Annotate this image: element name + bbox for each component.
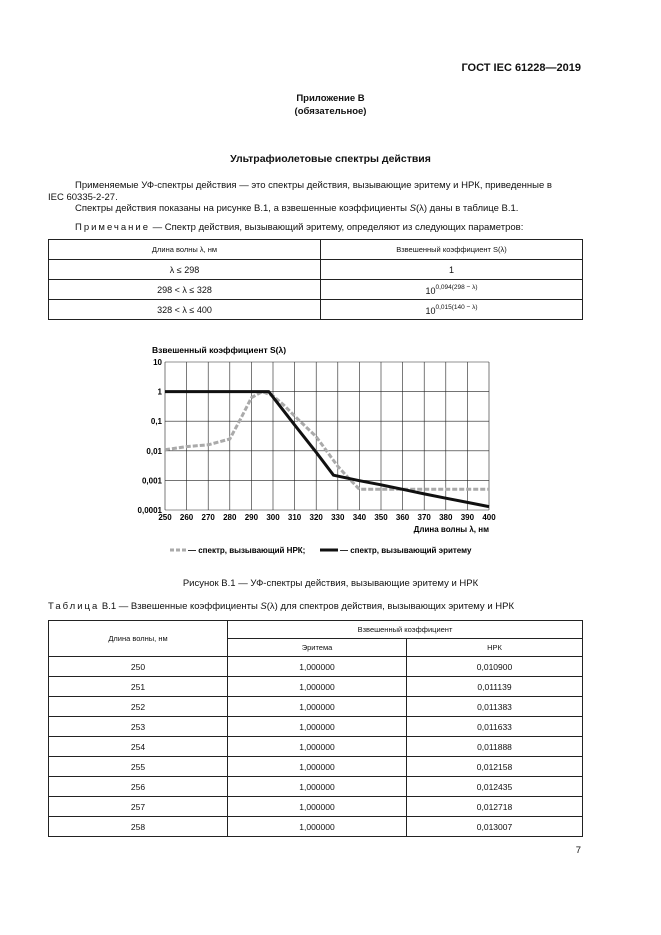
x-tick-label: 380 (439, 513, 453, 522)
figure-caption: Рисунок В.1 — УФ-спектры действия, вызывающие эритему и НРК (182, 578, 479, 589)
x-tick-label: 280 (223, 513, 237, 522)
param-header-wavelength: Длина волны λ, нм (49, 240, 321, 260)
chart-series (165, 392, 489, 507)
x-tick-label: 400 (482, 513, 496, 522)
table-row (49, 677, 583, 697)
annex-subtitle: (обязательное) (294, 106, 367, 117)
section-title: Ультрафиолетовые спектры действия (230, 153, 431, 165)
x-tick-label: 320 (309, 513, 323, 522)
cell-erythema: 1,000000 (228, 737, 407, 757)
cell-nrk: 0,010900 (407, 657, 583, 677)
series-nrk-line (165, 392, 489, 490)
table-row (49, 817, 583, 837)
x-tick-label: 330 (331, 513, 345, 522)
action-spectra-chart (137, 340, 510, 560)
cell-nrk: 0,012718 (407, 797, 583, 817)
legend-erythema: — спектр, вызывающий эритему (340, 546, 472, 555)
x-tick-label: 390 (460, 513, 475, 522)
x-tick-label: 370 (417, 513, 431, 522)
intro-line-2: IEC 60335-2-27. (48, 192, 118, 203)
cell-wavelength: 250 (49, 657, 228, 677)
table-row (49, 737, 583, 757)
cell-erythema: 1,000000 (228, 697, 407, 717)
table-row (49, 657, 583, 677)
x-tick-label: 270 (201, 513, 215, 522)
y-tick-label: 0,001 (141, 476, 162, 486)
chart-grid (165, 362, 489, 510)
table-row: λ ≤ 298 1 (49, 260, 583, 280)
page-number: 7 (575, 845, 581, 856)
chart-title: Взвешенный коэффициент S(λ) (152, 345, 287, 355)
intro-line-3: Спектры действия показаны на рисунке В.1, а взвешенные коэффициенты S(λ) даны в таблице В.1. (75, 203, 519, 214)
y-tick-label: 1 (157, 387, 162, 397)
table-row (49, 797, 583, 817)
x-tick-label: 250 (158, 513, 172, 522)
cell-nrk: 0,011633 (407, 717, 583, 737)
legend-nrk: — спектр, вызывающий НРК; (188, 546, 306, 555)
standard-header: ГОСТ IEC 61228—2019 (461, 62, 581, 74)
x-tick-label: 300 (266, 513, 280, 522)
cell-erythema: 1,000000 (228, 797, 407, 817)
table-row (49, 757, 583, 777)
parameter-table (48, 239, 583, 320)
cell-wavelength: 252 (49, 697, 228, 717)
cell-erythema: 1,000000 (228, 777, 407, 797)
cell-nrk: 0,011888 (407, 737, 583, 757)
header-nrk: НРК (407, 639, 583, 657)
cell-wavelength: 255 (49, 757, 228, 777)
cell-nrk: 0,011383 (407, 697, 583, 717)
cell-erythema: 1,000000 (228, 757, 407, 777)
x-tick-label: 360 (395, 513, 410, 522)
x-tick-label: 290 (244, 513, 259, 522)
y-tick-label: 0,0001 (137, 506, 162, 515)
x-tick-label: 350 (374, 513, 388, 522)
cell-wavelength: 258 (49, 817, 228, 837)
cell-nrk: 0,011139 (407, 677, 583, 697)
cell-erythema: 1,000000 (228, 677, 407, 697)
x-tick-label: 260 (179, 513, 194, 522)
cell-wavelength: 256 (49, 777, 228, 797)
param-header-coefficient: Взвешенный коэффициент S(λ) (321, 240, 583, 260)
y-tick-label: 10 (153, 358, 162, 367)
cell-wavelength: 251 (49, 677, 228, 697)
cell-wavelength: 254 (49, 737, 228, 757)
cell-wavelength: 253 (49, 717, 228, 737)
header-weighted-coefficient: Взвешенный коэффициент (228, 621, 583, 639)
cell-nrk: 0,013007 (407, 817, 583, 837)
note: Примечание — Спектр действия, вызывающий эритему, определяют из следующих параметров: (75, 222, 524, 233)
table-row (49, 697, 583, 717)
cell-erythema: 1,000000 (228, 657, 407, 677)
cell-nrk: 0,012435 (407, 777, 583, 797)
cell-erythema: 1,000000 (228, 717, 407, 737)
header-erythema: Эритема (228, 639, 407, 657)
table-b1 (48, 620, 583, 837)
annex-title: Приложение В (296, 93, 365, 104)
y-tick-label: 0,1 (150, 417, 162, 427)
cell-wavelength: 257 (49, 797, 228, 817)
y-tick-label: 0,01 (146, 446, 162, 456)
x-tick-label: 310 (287, 513, 302, 522)
table-row: 298 < λ ≤ 328 $10^{0,094(298 - \lambda)}$ (49, 280, 583, 300)
header-wavelength: Длина волны, нм (49, 621, 228, 657)
x-tick-label: 340 (352, 513, 367, 522)
table-row (49, 717, 583, 737)
table-row: 328 < λ ≤ 400 $10^{0,015(140 - \lambda)}$ (49, 300, 583, 320)
cell-erythema: 1,000000 (228, 817, 407, 837)
cell-nrk: 0,012158 (407, 757, 583, 777)
x-axis-label: Длина волны λ, нм (413, 525, 489, 534)
table-row (49, 777, 583, 797)
table-b1-caption: Таблица В.1 — Взвешенные коэффициенты S(λ) для спектров действия, вызывающих эритему и НРК (48, 601, 514, 612)
intro-line-1: Применяемые УФ-спектры действия — это спектры действия, вызывающие эритему и НРК, приведенные в (75, 180, 552, 191)
